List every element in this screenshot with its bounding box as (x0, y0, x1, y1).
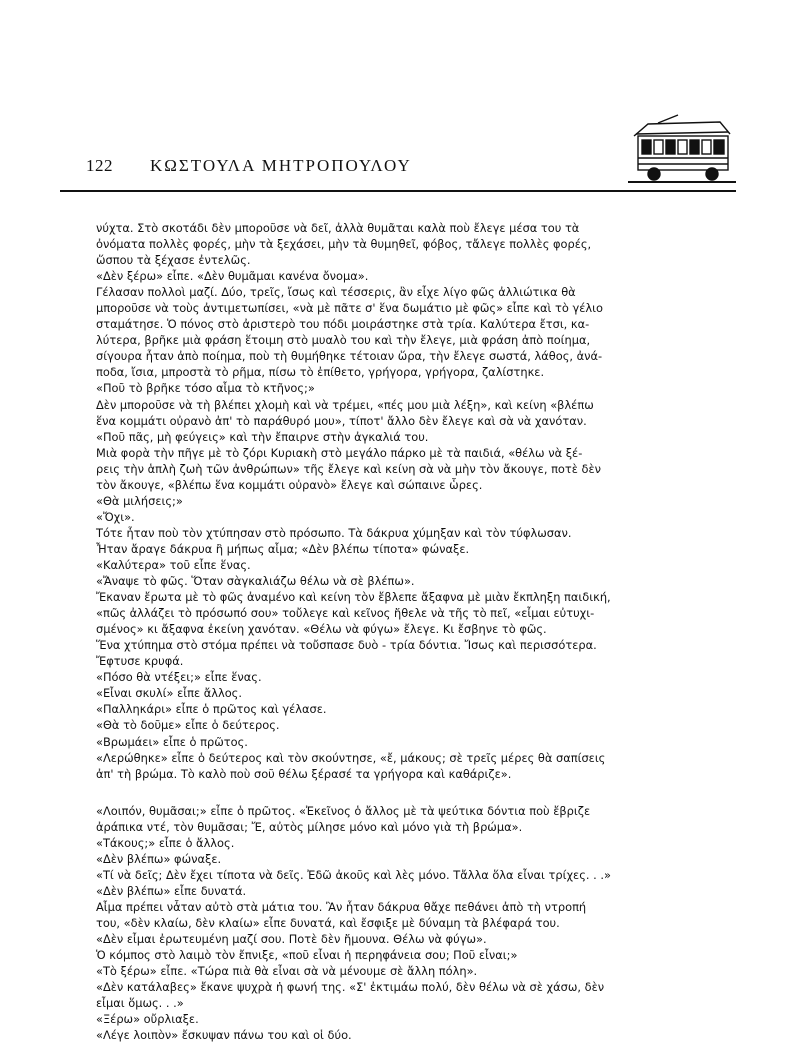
text-line: του, «δὲν κλαίω, δὲν κλαίω» εἶπε δυνατά, καὶ ἔσφιξε μὲ δύναμη τὰ βλέφαρά του. (96, 915, 560, 930)
text-line: σμένος» κι ἄξαφνα ἐκείνη χανόταν. «Θέλω νὰ φύγω» ἔλεγε. Κι ἔσβηνε τὸ φῶς. (96, 622, 547, 637)
text-line: εἶμαι ὅμως. . .» (96, 996, 184, 1011)
text-line: «Εἶναι σκυλί» εἶπε ἄλλος. (96, 686, 242, 701)
text-line: Αἷμα πρέπει νἆταν αὐτὸ στὰ μάτια του. Ἂν ἦταν δάκρυα θἄχε πεθάνει ἀπὸ τὴ ντροπή (96, 899, 587, 914)
text-line: ὀνόματα πολλὲς φορές, μὴν τὰ ξεχάσει, μὴν τὰ θυμηθεῖ, φόβος, τἄλεγε πολλὲς φορές, (96, 237, 592, 252)
text-line: Ἔφτυσε κρυφά. (96, 654, 184, 669)
text-line: «Ποῦ τὸ βρῆκε τόσο αἷμα τὸ κτῆνος;» (96, 381, 315, 396)
text-line: «Δὲν εἶμαι ἐρωτευμένη μαζί σου. Ποτὲ δὲν ἤμουνα. Θέλω νὰ φύγω». (96, 932, 487, 947)
text-line: σταμάτησε. Ὁ πόνος στὸ ἀριστερὸ του πόδι μοιράστηκε στὰ τρία. Καλύτερα ἔτσι, κα- (96, 317, 590, 332)
text-line: ἕνα κομμάτι οὐρανὸ ἀπ' τὸ παράθυρό μου», τίποτ' ἄλλο δὲν ἔλεγε καὶ σὰ νὰ χανόταν. (96, 413, 587, 428)
text-line: Γέλασαν πολλοὶ μαζί. Δύο, τρεῖς, ἴσως καὶ τέσσερις, ἂν εἶχε λίγο φῶς ἀλλιώτικα θὰ (96, 285, 576, 300)
text-line: Τότε ἦταν ποὺ τὸν χτύπησαν στὸ πρόσωπο. Τὰ δάκρυα χύμηξαν καὶ τὸν τύφλωσαν. (96, 525, 572, 540)
text-line: «Θὰ μιλήσεις;» (96, 493, 183, 508)
page-number: 122 (86, 156, 113, 175)
text-line: μποροῦσε νὰ τοὺς ἀντιμετωπίσει, «νὰ μὲ πᾶτε σ' ἕνα δωμάτιο μὲ φῶς» εἶπε καὶ τὸ γέλιο (96, 301, 603, 316)
body-text (96, 220, 736, 1043)
text-line: τὸν ἄκουγε, «βλέπω ἕνα κομμάτι οὐρανὸ» ἔλεγε καὶ σώπαινε ὧρες. (96, 477, 483, 492)
text-line: «πῶς ἀλλάζει τὸ πρόσωπό σου» τοὔλεγε καὶ κεῖνος ἤθελε νὰ τῆς τὸ πεῖ, «εἶμαι εὐτυχι- (96, 606, 595, 621)
text-line: «Δὲν βλέπω» εἶπε δυνατά. (96, 883, 247, 898)
text-line: «Ὄχι». (96, 509, 135, 524)
text-line: Ἔκαναν ἔρωτα μὲ τὸ φῶς ἀναμένο καὶ κείνη τὸν ἔβλεπε ἄξαφνα μὲ μιὰν ἔκπληξη παιδική, (96, 590, 611, 605)
text-line: Ὁ κόμπος στὸ λαιμὸ τὸν ἔπνιξε, «ποῦ εἶναι ἡ περηφάνεια σου; Ποῦ εἶναι;» (96, 948, 518, 963)
text-line: «Τὸ ξέρω» εἶπε. «Τώρα πιὰ θὰ εἶναι σὰ νὰ μένουμε σὲ ἄλλη πόλη». (96, 964, 478, 979)
text-line: νύχτα. Στὸ σκοτάδι δὲν μποροῦσε νὰ δεῖ, ἀλλὰ θυμᾶται καλὰ ποὺ ἔλεγε μέσα του τὰ (96, 221, 580, 235)
text-line: «Πόσο θὰ ντέξει;» εἶπε ἕνας. (96, 670, 262, 685)
tram-car-icon (628, 114, 736, 186)
text-line: ρεις τὴν ἁπλὴ ζωὴ τῶν ἀνθρώπων» τῆς ἔλεγε καὶ κείνη σὰ νὰ μὴν τὸν ἄκουγε, ποτὲ δὲν (96, 461, 602, 476)
section-break (96, 782, 736, 803)
text-line: «Λοιπόν, θυμᾶσαι;» εἶπε ὁ πρῶτος. «Ἐκεῖνος ὁ ἄλλος μὲ τὰ ψεύτικα δόντια ποὺ ἔβριζε (96, 803, 591, 818)
text-line: «Τάκους;» εἶπε ὁ ἄλλος. (96, 835, 235, 850)
text-line: «Δὲν ξέρω» εἶπε. «Δὲν θυμᾶμαι κανένα ὄνομα». (96, 269, 369, 284)
text-line: «Δὲν κατάλαβες» ἔκανε ψυχρὰ ἡ φωνή της. «Σ' ἐκτιμάω πολύ, δὲν θέλω νὰ σὲ χάσω, δὲν (96, 980, 605, 995)
text-line: «Τί νὰ δεῖς; Δὲν ἔχει τίποτα νὰ δεῖς. Ἐδῶ ἀκοῦς καὶ λὲς μόνο. Τἄλλα ὅλα εἶναι τρίχες. . .» (96, 867, 611, 882)
text-line: Μιὰ φορὰ τὴν πῆγε μὲ τὸ ζόρι Κυριακὴ στὸ μεγάλο πάρκο μὲ τὰ παιδιά, «θέλω νὰ ξέ- (96, 445, 583, 460)
text-line: ποδα, ἴσια, μπροστὰ τὸ ρῆμα, πίσω τὸ ἐπίθετο, γρήγορα, γρήγορα, ζαλίστηκε. (96, 365, 545, 380)
text-line: «Καλύτερα» τοῦ εἶπε ἕνας. (96, 557, 251, 572)
header-rule (60, 190, 736, 192)
text-line: Δὲν μποροῦσε νὰ τὴ βλέπει χλομὴ καὶ νὰ τρέμει, «πές μου μιὰ λέξη», καὶ κείνη «βλέπω (96, 397, 594, 412)
text-line: λύτερα, βρῆκε μιὰ φράση ἕτοιμη στὸ μυαλὸ του καὶ τὴν ἔλεγε, μιὰ φράση ἀπὸ ποίημα, (96, 333, 591, 348)
text-line: ὥσπου τὰ ξέχασε ἐντελῶς. (96, 253, 251, 268)
text-line: «Ἄναψε τὸ φῶς. Ὅταν σὰγκαλιάζω θέλω νὰ σὲ βλέπω». (96, 574, 415, 589)
text-line: Ἕνα χτύπημα στὸ στόμα πρέπει νὰ τοὔσπασε δυὸ - τρία δόντια. Ἴσως καὶ περισσότερα. (96, 638, 597, 653)
text-line: «Παλληκάρι» εἶπε ὁ πρῶτος καὶ γέλασε. (96, 702, 327, 717)
text-line: «Ποῦ πᾶς, μὴ φεύγεις» καὶ τὴν ἔπαιρνε στὴν ἀγκαλιά του. (96, 429, 429, 444)
text-line: «Ξέρω» οὔρλιαξε. (96, 1012, 199, 1027)
text-line: «Δὲν βλέπω» φώναξε. (96, 851, 222, 866)
text-line: «Θὰ τὸ δοῦμε» εἶπε ὁ δεύτερος. (96, 718, 280, 733)
text-line: «Λέγε λοιπὸν» ἔσκυψαν πάνω του καὶ οἱ δύο. (96, 1028, 352, 1043)
text-line: «Λερώθηκε» εἶπε ὁ δεύτερος καὶ τὸν σκούντησε, «ἔ, μάκους; σὲ τρεῖς μέρες θὰ σαπίσεις (96, 750, 606, 765)
text-line: ἀπ' τὴ βρώμα. Τὸ καλὸ ποὺ σοῦ θέλω ξέρασέ τα γρήγορα καὶ καθάριζε». (96, 766, 512, 781)
running-title: ΚΩΣΤΟΥΛΑ ΜΗΤΡΟΠΟΥΛΟΥ (150, 156, 412, 175)
text-line: «Βρωμάει» εἶπε ὁ πρῶτος. (96, 734, 248, 749)
text-line: σίγουρα ἦταν ἀπὸ ποίημα, ποὺ τὴ θυμήθηκε τέτοιαν ὥρα, τὴν ἔλεγε σωστά, λάθος, ἀνά- (96, 349, 603, 364)
text-line: Ἦταν ἄραγε δάκρυα ἢ μήπως αἷμα; «Δὲν βλέπω τίποτα» φώναξε. (96, 541, 470, 556)
text-line: ἀράπικα ντέ, τὸν θυμᾶσαι; Ἔ, αὐτὸς μίλησε μόνο καὶ μόνο γιὰ τὴ βρώμα». (96, 819, 523, 834)
